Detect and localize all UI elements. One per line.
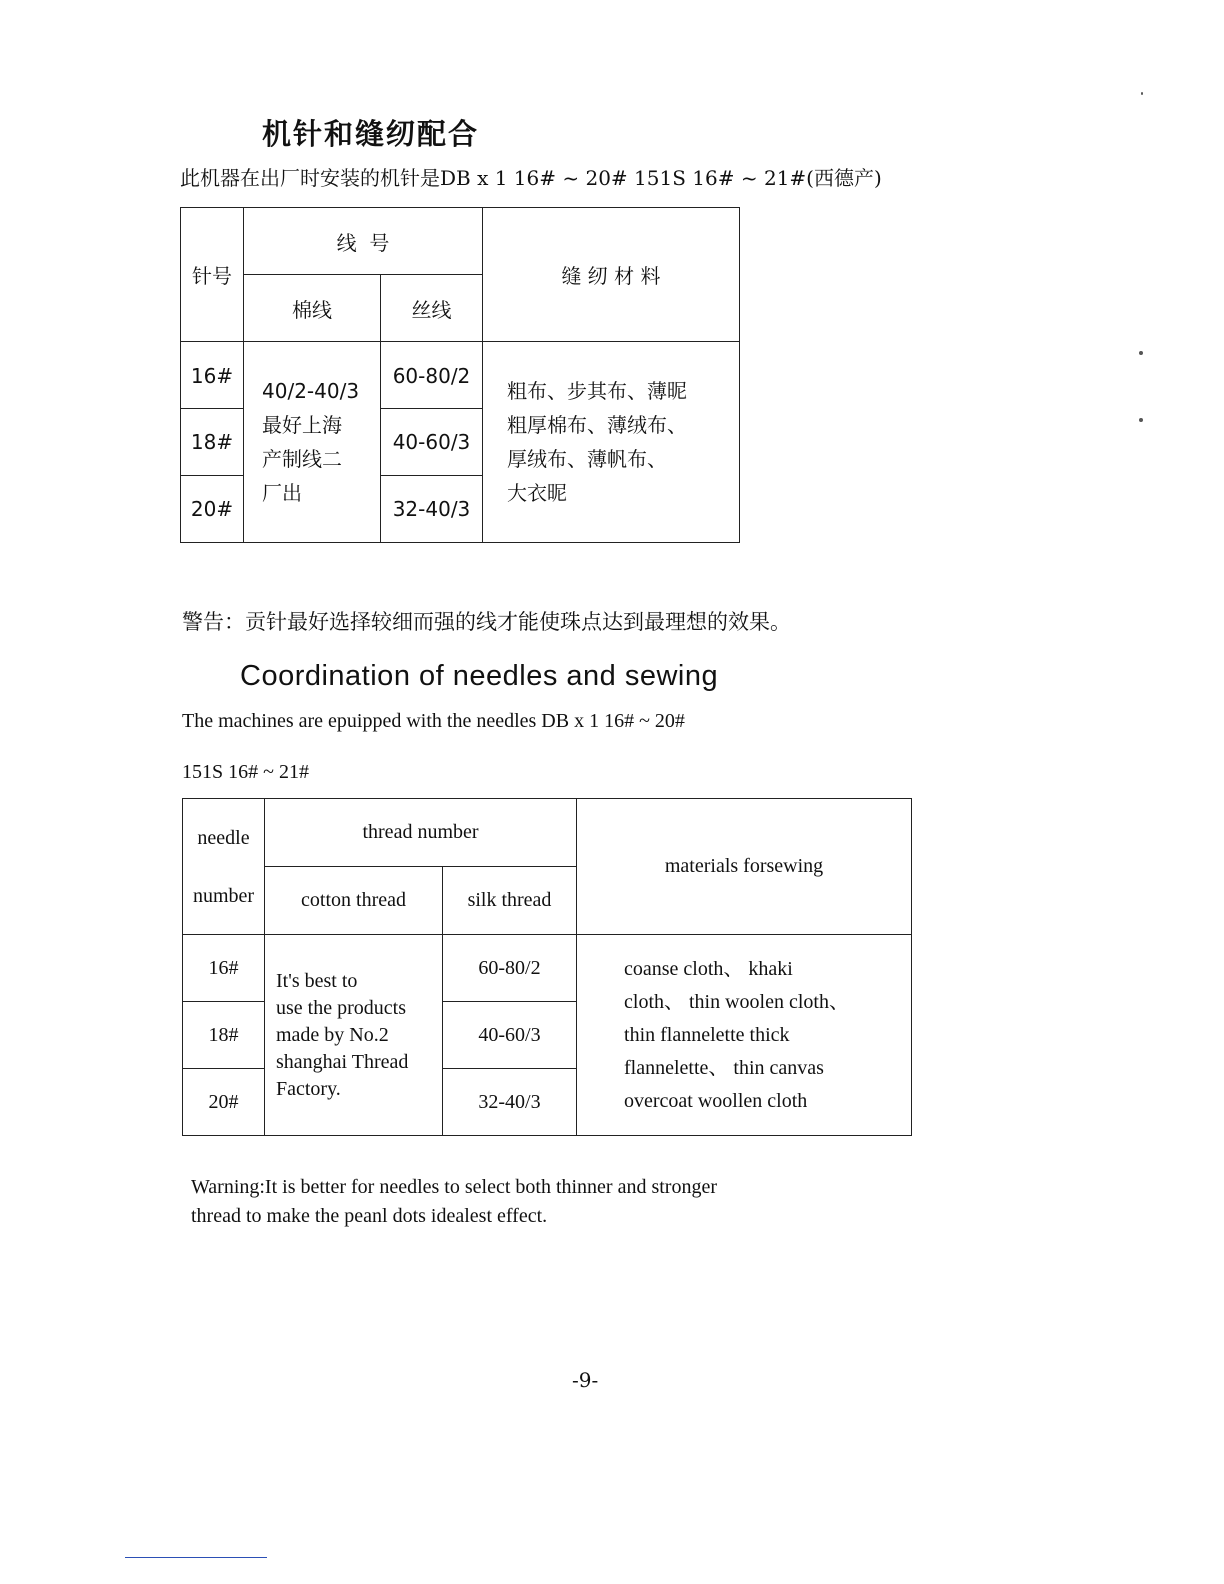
materials-cell: coanse cloth、 khaki cloth、 thin woolen cloth、 thin flannelette thick flannelette、 thin canvas overcoat woollen cloth xyxy=(577,935,912,1136)
needle-cell: 16# xyxy=(183,935,265,1002)
chinese-warning: 警告：贡针最好选择较细而强的线才能使珠点达到最理想的效果。 xyxy=(182,610,791,634)
english-needle-table xyxy=(182,798,912,1136)
chinese-title: 机针和缝纫配合 xyxy=(262,117,480,151)
needle-cell: 20# xyxy=(181,476,244,543)
silk-thread-header: silk thread xyxy=(443,867,577,935)
needle-cell: 18# xyxy=(181,409,244,476)
chinese-needle-table xyxy=(180,207,740,543)
scan-speck xyxy=(1141,92,1143,95)
english-warning: Warning:It is better for needles to select both thinner and stronger thread to make the peanl dots idealest effect. xyxy=(191,1176,718,1227)
thread-number-header: 线 号 xyxy=(244,208,483,275)
silk-thread-cell: 40-60/3 xyxy=(381,409,483,476)
silk-thread-cell: 60-80/2 xyxy=(381,342,483,409)
needle-number-header: needle number xyxy=(183,799,265,935)
cotton-thread-header: 棉线 xyxy=(244,275,381,342)
english-intro-line-1: The machines are epuipped with the needles DB x 1 16# ~ 20# xyxy=(182,710,685,732)
silk-thread-cell: 32-40/3 xyxy=(381,476,483,543)
cotton-thread-cell: 40/2-40/3 最好上海 产制线二 厂出 xyxy=(244,342,381,543)
page-number: -9- xyxy=(572,1368,599,1392)
scan-speck xyxy=(1139,351,1143,355)
english-intro-line-2: 151S 16# ~ 21# xyxy=(182,761,309,783)
sewing-materials-header: materials forsewing xyxy=(577,799,912,935)
silk-thread-header: 丝线 xyxy=(381,275,483,342)
scan-mark-line xyxy=(125,1557,267,1558)
silk-thread-cell: 32-40/3 xyxy=(443,1069,577,1136)
needle-cell: 16# xyxy=(181,342,244,409)
materials-cell: 粗布、步其布、薄昵 粗厚棉布、薄绒布、 厚绒布、薄帆布、 大衣昵 xyxy=(483,342,740,543)
english-title: Coordination of needles and sewing xyxy=(240,660,719,692)
needle-cell: 18# xyxy=(183,1002,265,1069)
silk-thread-cell: 40-60/3 xyxy=(443,1002,577,1069)
cotton-thread-cell: It's best to use the products made by No.2 shanghai Thread Factory. xyxy=(265,935,443,1136)
chinese-intro: 此机器在出厂时安装的机针是DB x 1 16# ~ 20# 151S 16# ~ 21#(西德产) xyxy=(180,166,882,190)
cotton-thread-header: cotton thread xyxy=(265,867,443,935)
thread-number-header: thread number xyxy=(265,799,577,867)
sewing-materials-header: 缝 纫 材 料 xyxy=(483,208,740,342)
scan-speck xyxy=(1139,418,1143,422)
needle-cell: 20# xyxy=(183,1069,265,1136)
silk-thread-cell: 60-80/2 xyxy=(443,935,577,1002)
needle-number-header: 针号 xyxy=(181,208,244,342)
